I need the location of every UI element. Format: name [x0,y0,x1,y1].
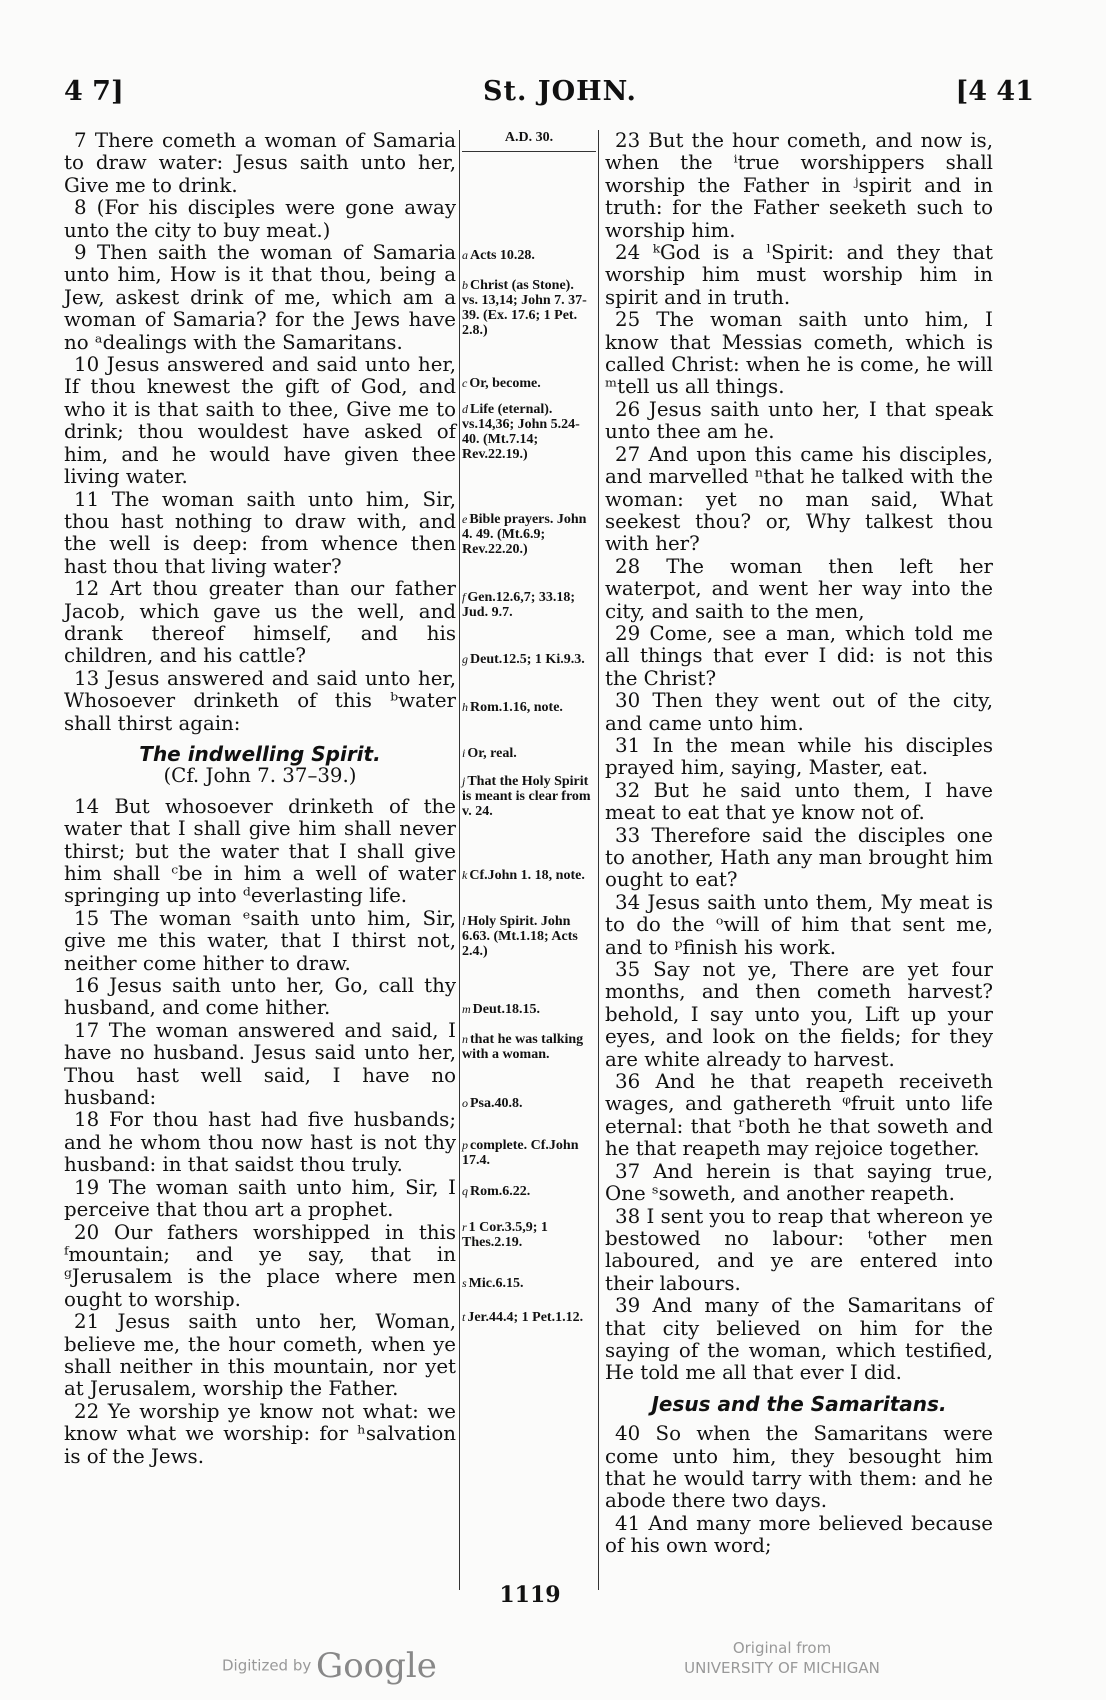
reference-note: t Jer.44.4; 1 Pet.1.12. [462,1310,584,1325]
reference-note: n that he was talking with a woman. [462,1032,584,1062]
column-divider-left [459,130,460,1590]
section-heading: Jesus and the Samaritans. [651,1391,947,1416]
verse: 23 But the hour cometh, and now is, when the ⁱtrue worshippers shall worship the Father in ʲspirit and in truth: for the Father seeketh such to worship him. [605,129,993,242]
verse: 29 Come, see a man, which told me all things that ever I did: is not this the Christ? [605,621,993,690]
verse: 33 Therefore said the disciples one to another, Hath any man brought him ought to eat? [605,823,993,892]
reference-note: c Or, become. [462,376,541,391]
verse: 11 The woman saith unto him, Sir, thou hast nothing to draw with, and the well is deep: from whence then hast thou that living water? [64,487,456,578]
reference-note: s Mic.6.15. [462,1276,524,1291]
header-chapter-verse-end: [4 41 [955,76,1034,107]
verse: 15 The woman ᵉsaith unto him, Sir, give me this water, that I thirst not, neither come hither to draw. [64,906,456,975]
digitized-by-watermark [222,1646,437,1686]
reference-note: i Or, real. [462,746,517,761]
reference-note: q Rom.6.22. [462,1184,531,1199]
verse: 25 The woman saith unto him, I know that Messias cometh, which is called Christ: when he is come, he will ᵐtell us all things. [605,308,993,399]
verse: 26 Jesus saith unto her, I that speak unto thee am he. [605,397,993,444]
verse: 37 And herein is that saying true, One ˢsoweth, and another reapeth. [605,1159,993,1206]
section-heading: The indwelling Spirit. [139,741,381,766]
verse: 20 Our fathers worshipped in this ᶠmountain; and ye say, that in ᵍJerusalem is the place where men ought to worship. [64,1220,456,1311]
verse: 32 But he said unto them, I have meat to eat that ye know not of. [605,778,993,825]
reference-note: f Gen.12.6,7; 33.18; Jud. 9.7. [462,590,576,620]
verse: 12 Art thou greater than our father Jacob, which gave us the well, and drank thereof himself, and his children, and his cattle? [64,577,456,668]
digitized-prefix: Digitized by [222,1656,312,1675]
verse: 21 Jesus saith unto her, Woman, believe me, the hour cometh, when ye shall neither in this mountain, nor yet at Jerusalem, worship the Father. [64,1310,456,1401]
google-logo: Google [316,1646,437,1686]
verse: 14 But whosoever drinketh of the water that I shall give him shall never thirst; but the water that I shall give him shall ᶜbe in him a well of water springing up into ᵈeverlasting life. [64,794,456,908]
reference-note: a Acts 10.28. [462,248,535,263]
reference-note: h Rom.1.16, note. [462,700,563,715]
verse: 19 The woman saith unto him, Sir, I perceive that thou art a prophet. [64,1175,456,1222]
verse: 17 The woman answered and said, I have no husband. Jesus said unto her, Thou hast well said, I have no husband: [64,1018,456,1110]
verse: 38 I sent you to reap that whereon ye bestowed no labour: ᵗother men laboured, and ye are entered into their labours. [605,1204,993,1295]
header-book-title: St. JOHN. [483,76,637,107]
verse: 39 And many of the Samaritans of that city believed on him for the saying of the woman, which testified, He told me all that ever I did. [605,1294,993,1385]
verse: 41 And many more believed because of his own word; [605,1511,993,1558]
verse: 31 In the mean while his disciples prayed him, saying, Master, eat. [605,733,993,780]
verse: 8 (For his disciples were gone away unto the city to buy meat.) [64,196,456,242]
header-chapter-verse-start: 4 7] [64,76,124,107]
verse: 9 Then saith the woman of Samaria unto him, How is it that thou, being a Jew, askest drink of me, which am a woman of Samaria? for the Jews have no ᵃdealings with the Samaritans. [64,241,456,354]
reference-note: l Holy Spirit. John 6.63. (Mt.1.18; Acts 2.4.) [462,914,578,959]
university-name: UNIVERSITY OF MICHIGAN [684,1659,880,1677]
verse: 28 The woman then left her waterpot, and went her way into the city, and saith to the men, [605,554,993,623]
reference-note: r 1 Cor.3.5,9; 1 Thes.2.19. [462,1220,548,1250]
verse: 30 Then they went out of the city, and came unto him. [605,689,993,735]
reference-note: m Deut.18.15. [462,1002,540,1017]
verse: 22 Ye worship ye know not what: we know what we worship: for ʰsalvation is of the Jews. [64,1399,456,1468]
reference-note: j That the Holy Spirit is meant is clear from v. 24. [462,774,591,819]
column-divider-right [598,130,599,1590]
original-from-watermark [662,1638,902,1678]
reference-note: b Christ (as Stone). vs. 13,14; John 7. 37-39. (Ex. 17.6; 1 Pet. 2.8.) [462,278,587,338]
verse: 18 For thou hast had five husbands; and he whom thou now hast is not thy husband: in that saidst thou truly. [64,1108,456,1177]
verse: 35 Say not ye, There are yet four months, and then cometh harvest? behold, I say unto you, Lift up your eyes, and look on the fields; for they are white already to harvest. [605,958,993,1071]
reference-note: p complete. Cf.John 17.4. [462,1138,579,1168]
verse: 34 Jesus saith unto them, My meat is to do the ᵒwill of him that sent me, and to ᵖfinish his work. [605,890,993,959]
reference-note: g Deut.12.5; 1 Ki.9.3. [462,652,585,667]
verse: 27 And upon this came his disciples, and marvelled ⁿthat he talked with the woman: yet no man said, What seekest thou? or, Why talkest thou with her? [605,442,993,556]
reference-note: e Bible prayers. John 4. 49. (Mt.6.9; Rev.22.20.) [462,512,587,557]
left-text-column [64,130,456,1468]
reference-note: k Cf.John 1. 18, note. [462,868,585,883]
section-subheading: (Cf. John 7. 37–39.) [163,764,357,788]
verse: 40 So when the Samaritans were come unto him, they besought him that he would tarry with them: and he abode there two days. [605,1422,993,1513]
verse: 13 Jesus answered and said unto her, Whosoever drinketh of this ᵇwater shall thirst again: [64,666,456,735]
verse: 7 There cometh a woman of Samaria to draw water: Jesus saith unto her, Give me to drink. [64,129,456,197]
reference-note: d Life (eternal). vs.14,36; John 5.24-40. (Mt.7.14; Rev.22.19.) [462,402,580,462]
verse: 24 ᵏGod is a ˡSpirit: and they that worship him must worship him in spirit and in truth. [605,241,993,309]
verse: 36 And he that reapeth receiveth wages, and gathereth ᵠfruit unto life eternal: that ʳboth he that soweth and he that reapeth may rejoice together. [605,1070,993,1161]
right-text-column [605,130,993,1558]
reference-note: o Psa.40.8. [462,1096,523,1111]
reference-date: A.D. 30. [462,130,596,152]
verse: 16 Jesus saith unto her, Go, call thy husband, and come hither. [64,974,456,1020]
page-number: 1119 [499,1582,561,1608]
verse: 10 Jesus answered and said unto her, If thou knewest the gift of God, and who it is that saith to thee, Give me to drink; thou wouldest have asked of him, and he would have given thee living water. [64,353,456,489]
reference-column [462,130,596,1325]
original-from-label: Original from [732,1639,832,1657]
